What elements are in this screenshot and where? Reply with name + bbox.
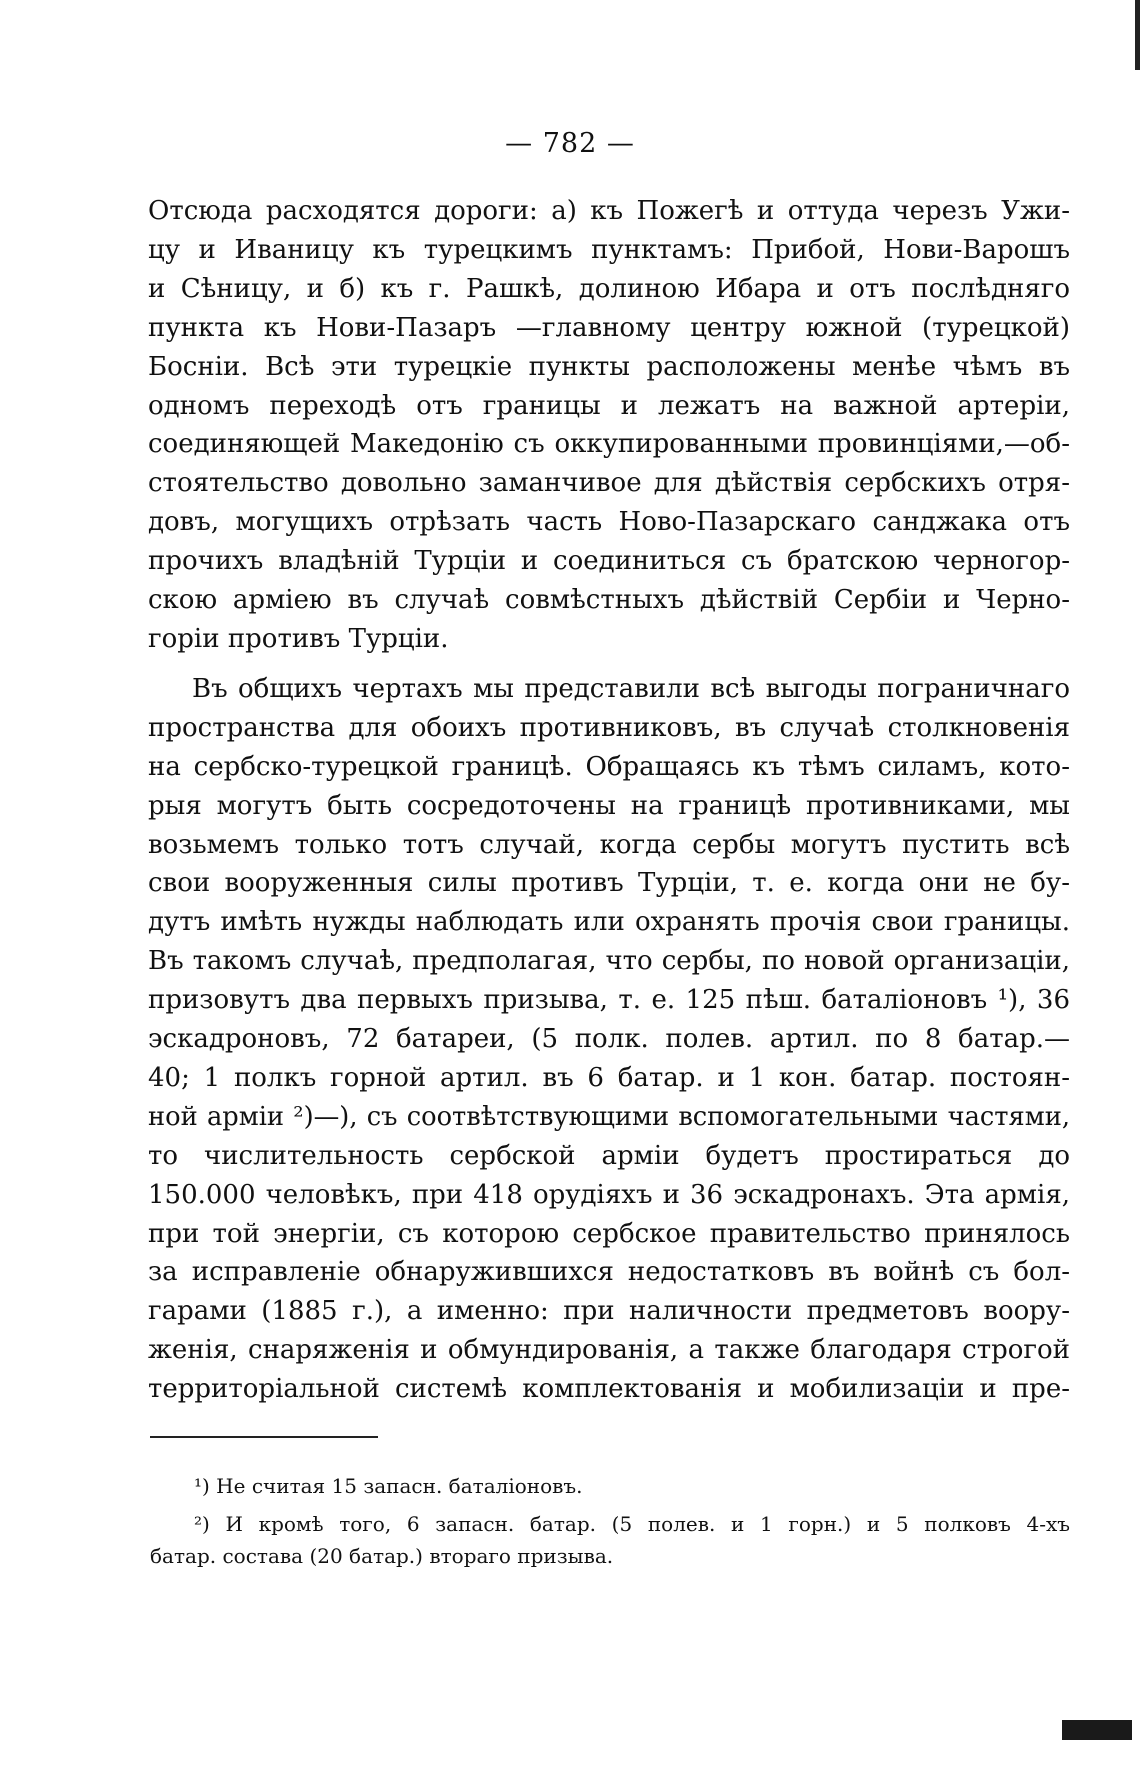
text-line: 150.000 человѣкъ, при 418 орудіяхъ и 36 эскадронахъ. Эта армія, xyxy=(148,1179,1070,1210)
text-line: Босніи. Всѣ эти турецкіе пункты расположены менѣе чѣмъ въ xyxy=(148,351,1070,382)
text-line: то числительность сербской арміи будетъ простираться до xyxy=(148,1140,1070,1171)
text-line: скою арміею въ случаѣ совмѣстныхъ дѣйствій Сербіи и Черно- xyxy=(148,585,1070,616)
text-line: довъ, могущихъ отрѣзать часть Ново-Пазарскаго санджака отъ xyxy=(148,507,1070,538)
paragraph-1 xyxy=(148,192,1070,659)
text-line: эскадроновъ, 72 батареи, (5 полк. полев. артил. по 8 батар.— xyxy=(148,1024,1070,1055)
footnotes xyxy=(150,1470,1070,1572)
footnote-line: ¹) Не считая 15 запасн. баталіоновъ. xyxy=(194,1474,583,1498)
footnote-1 xyxy=(150,1470,1070,1502)
text-line: женія, снаряженія и обмундированія, а также благодаря строгой xyxy=(148,1335,1070,1366)
text-line: пункта къ Нови-Пазаръ —главному центру южной (турецкой) xyxy=(148,312,1070,343)
text-line: территоріальной системѣ комплектованія и мобилизаціи и пре- xyxy=(148,1374,1070,1405)
footnote-separator xyxy=(150,1436,378,1438)
text-line: возьмемъ только тотъ случай, когда сербы могутъ пустить всѣ xyxy=(148,829,1070,860)
text-line: Отсюда расходятся дороги: а) къ Пожегѣ и оттуда черезъ Ужи- xyxy=(148,196,1070,226)
text-line: стоятельство довольно заманчивое для дѣйствія сербскихъ отря- xyxy=(148,468,1070,499)
text-line: рыя могутъ быть сосредоточены на границѣ противниками, мы xyxy=(148,790,1070,821)
paragraph-2 xyxy=(148,670,1070,1409)
footnote-line: ²) И кромѣ того, 6 запасн. батар. (5 полев. и 1 горн.) и 5 полковъ 4-хъ xyxy=(194,1512,1070,1536)
text-line: на сербско-турецкой границѣ. Обращаясь къ тѣмъ силамъ, кото- xyxy=(148,751,1070,782)
body-text xyxy=(148,192,1070,1409)
text-line: гарами (1885 г.), а именно: при наличности предметовъ воору- xyxy=(148,1296,1070,1327)
text-line: Въ такомъ случаѣ, предполагая, что сербы, по новой организаціи, xyxy=(148,946,1070,977)
text-line: при той энергіи, съ которою сербское правительство принялось xyxy=(148,1218,1070,1249)
page-number: — 782 — xyxy=(505,128,635,159)
text-line: прочихъ владѣній Турціи и соединиться съ братскою черногор- xyxy=(148,546,1070,577)
text-line: свои вооруженныя силы противъ Турціи, т. е. когда они не бу- xyxy=(148,868,1070,899)
footnote-line: батар. состава (20 батар.) втораго призыва. xyxy=(150,1544,614,1568)
text-line: соединяющей Македонію съ оккупированными провинціями,—об- xyxy=(148,429,1070,460)
text-line: призовутъ два первыхъ призыва, т. е. 125 пѣш. баталіоновъ ¹), 36 xyxy=(148,985,1070,1016)
scan-corner-mark xyxy=(1062,1720,1132,1740)
text-line: цу и Иваницу къ турецкимъ пунктамъ: Прибой, Нови-Варошъ xyxy=(148,234,1070,265)
text-line: пространства для обоихъ противниковъ, въ случаѣ столкновенія xyxy=(148,712,1070,743)
scan-edge-mark xyxy=(1135,0,1140,70)
footnote-2 xyxy=(150,1508,1070,1572)
text-line: и Сѣницу, и б) къ г. Рашкѣ, долиною Ибара и отъ послѣдняго xyxy=(148,273,1070,304)
text-line: дутъ имѣть нужды наблюдать или охранять прочія свои границы. xyxy=(148,907,1070,938)
text-line: горіи противъ Турціи. xyxy=(148,623,449,654)
text-line: за исправленіе обнаружившихся недостатковъ въ войнѣ съ бол- xyxy=(148,1257,1070,1288)
text-line: ной арміи ²)—), съ соотвѣтствующими вспомогательными частями, xyxy=(148,1101,1070,1132)
text-line: Въ общихъ чертахъ мы представили всѣ выгоды пограничнаго xyxy=(192,673,1070,704)
text-line: одномъ переходѣ отъ границы и лежатъ на важной артеріи, xyxy=(148,390,1070,421)
text-line: 40; 1 полкъ горной артил. въ 6 батар. и 1 кон. батар. постоян- xyxy=(148,1062,1070,1093)
